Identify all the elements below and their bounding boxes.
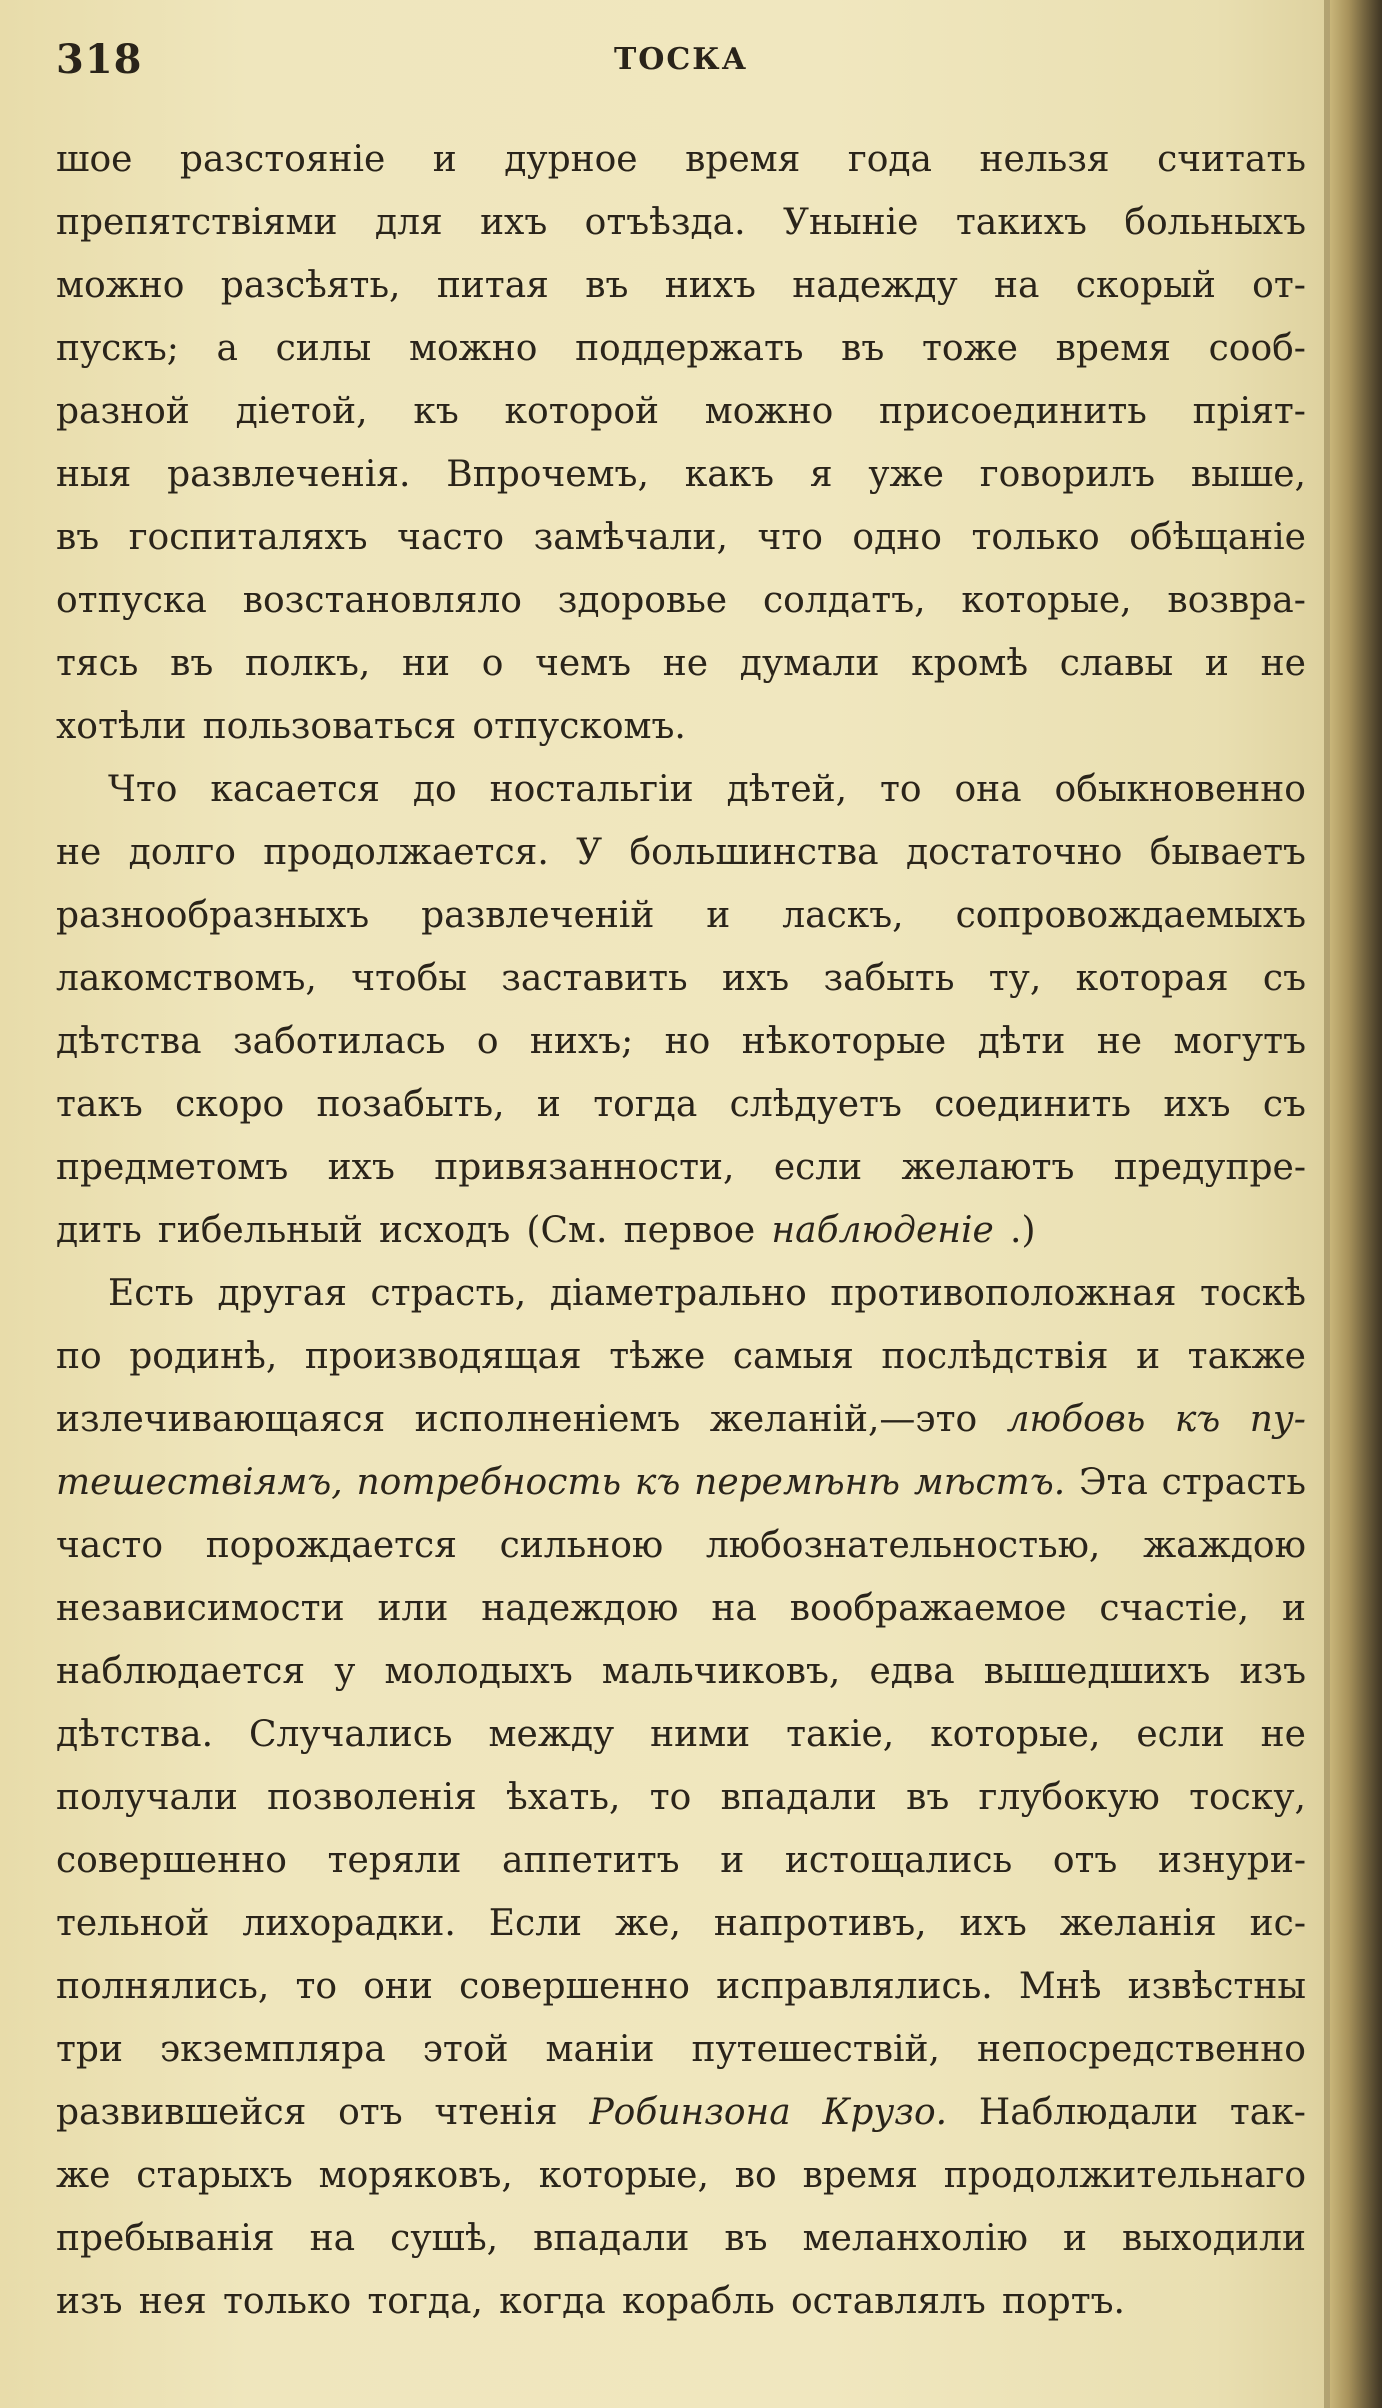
- word: пріят-: [1192, 391, 1306, 432]
- italic-word: къ: [1174, 1399, 1221, 1440]
- text-line: [56, 1703, 1306, 1766]
- word: не: [662, 643, 709, 684]
- word: совершенно: [459, 1966, 690, 2007]
- word: въ: [170, 643, 214, 684]
- word: жаждою: [1143, 1525, 1306, 1566]
- word: наблюдается: [56, 1651, 306, 1692]
- text-line: [56, 1010, 1306, 1073]
- word: то: [880, 769, 922, 810]
- word: Что: [108, 769, 178, 810]
- word: замѣчали,: [533, 517, 728, 558]
- word: тѣже: [609, 1336, 706, 1377]
- word: которой: [504, 391, 660, 432]
- text-line: [56, 506, 1306, 569]
- word: родинѣ,: [129, 1336, 278, 1377]
- word: гибельный: [157, 1210, 363, 1251]
- word: но: [664, 1021, 711, 1062]
- word: же: [56, 2155, 111, 2196]
- word: можно: [704, 391, 834, 432]
- word: въ: [585, 265, 629, 306]
- word: считать: [1157, 139, 1306, 180]
- word: разной: [56, 391, 190, 432]
- word: лакомствомъ,: [56, 958, 317, 999]
- word: къ: [413, 391, 459, 432]
- word: возстановляло: [242, 580, 522, 621]
- word: время: [685, 139, 801, 180]
- word: и: [1282, 1588, 1306, 1629]
- word: разсѣять,: [220, 265, 401, 306]
- word: ѣхать,: [506, 1777, 621, 1818]
- word: пребыванія: [56, 2218, 275, 2259]
- paragraph: [56, 758, 1306, 1262]
- word: діаметрально: [549, 1273, 807, 1314]
- word: сооб-: [1208, 328, 1306, 369]
- word: такихъ: [955, 202, 1087, 243]
- word: нихъ: [664, 265, 756, 306]
- word: обыкновенно: [1054, 769, 1306, 810]
- word: нельзя: [979, 139, 1110, 180]
- word: Есть: [108, 1273, 194, 1314]
- text-line: [56, 1136, 1306, 1199]
- word: говорилъ: [979, 454, 1156, 495]
- italic-word: Крузо.: [822, 2092, 948, 2133]
- word: полкъ,: [244, 643, 371, 684]
- text-line: [56, 380, 1306, 443]
- word: бываетъ: [1149, 832, 1306, 873]
- word: если: [773, 1147, 863, 1188]
- word: она: [954, 769, 1022, 810]
- word: Наблюдали: [978, 2092, 1199, 2133]
- word: счастіе,: [1099, 1588, 1250, 1629]
- word: отъѣзда.: [584, 202, 746, 243]
- word: которые,: [961, 580, 1132, 621]
- text-line: [56, 2081, 1306, 2144]
- word: надеждою: [481, 1588, 679, 1629]
- text-line: [56, 947, 1306, 1010]
- word: время: [802, 2155, 918, 2196]
- word: соединить: [934, 1084, 1132, 1125]
- word: тельной: [56, 1903, 210, 1944]
- word: чтобы: [351, 958, 467, 999]
- italic-word: Робинзона: [589, 2092, 791, 2133]
- word: ис-: [1249, 1903, 1306, 1944]
- word: хотѣли: [56, 706, 187, 747]
- word: заставить: [501, 958, 688, 999]
- italic-word: тешествіямъ,: [56, 1462, 343, 1503]
- word: Уныніе: [782, 202, 919, 243]
- word: выше,: [1190, 454, 1306, 495]
- word: и: [720, 1840, 745, 1881]
- word: отъ: [1052, 1840, 1118, 1881]
- word: съ: [1262, 958, 1306, 999]
- word: ихъ: [480, 202, 548, 243]
- word: на: [711, 1588, 757, 1629]
- word: сушѣ,: [390, 2218, 499, 2259]
- word: излечивающаяся: [56, 1399, 386, 1440]
- word: тясь: [56, 643, 139, 684]
- word: изъ: [56, 2281, 123, 2322]
- word: продолжается.: [263, 832, 549, 873]
- word: самыя: [732, 1336, 854, 1377]
- word: (См.: [526, 1210, 608, 1251]
- word: ныя: [56, 454, 132, 495]
- word: ихъ: [959, 1903, 1027, 1944]
- italic-word: мѣстъ.: [913, 1462, 1066, 1503]
- word: въ: [56, 517, 100, 558]
- word: они: [363, 1966, 433, 2007]
- word: чтенія: [434, 2092, 558, 2133]
- text-line: [56, 884, 1306, 947]
- word: напротивъ,: [713, 1903, 927, 1944]
- word: о: [476, 1021, 499, 1062]
- paragraph: [56, 128, 1306, 758]
- word: ихъ: [721, 958, 790, 999]
- word: не: [1260, 1714, 1306, 1755]
- text-line: [56, 2018, 1306, 2081]
- text-line: [56, 632, 1306, 695]
- word: тогда: [593, 1084, 698, 1125]
- word: которые,: [538, 2155, 709, 2196]
- word: нѣкоторые: [741, 1021, 947, 1062]
- word: производящая: [304, 1336, 582, 1377]
- word: истощались: [784, 1840, 1013, 1881]
- word: извѣстны: [1127, 1966, 1306, 2007]
- word: дить: [56, 1210, 142, 1251]
- word: я: [809, 454, 833, 495]
- word: для: [374, 202, 443, 243]
- text-line: [56, 317, 1306, 380]
- word: выходили: [1122, 2218, 1306, 2259]
- word: въ: [906, 1777, 950, 1818]
- word: которые,: [930, 1714, 1101, 1755]
- word: старыхъ: [136, 2155, 293, 2196]
- word: предметомъ: [56, 1147, 289, 1188]
- word: нихъ;: [529, 1021, 634, 1062]
- text-line: [56, 1199, 1306, 1262]
- word: тоскѣ: [1200, 1273, 1306, 1314]
- word: по: [56, 1336, 102, 1377]
- word: что: [757, 517, 823, 558]
- word: дѣтей,: [726, 769, 848, 810]
- word: мальчиковъ,: [601, 1651, 841, 1692]
- word: желаютъ: [901, 1147, 1075, 1188]
- word: обѣщаніе: [1129, 517, 1306, 558]
- word: только: [222, 2281, 352, 2322]
- word: ихъ: [327, 1147, 395, 1188]
- word: Мнѣ: [1018, 1966, 1102, 2007]
- text-line: [56, 1325, 1306, 1388]
- word: и: [432, 139, 457, 180]
- word: разстояніе: [179, 139, 386, 180]
- word: скорый: [1075, 265, 1216, 306]
- word: думали: [739, 643, 880, 684]
- italic-word: къ: [634, 1462, 681, 1503]
- italic-word: пу-: [1249, 1399, 1306, 1440]
- italic-word: потребность: [356, 1462, 622, 1503]
- word: или: [377, 1588, 449, 1629]
- word: полнялись,: [56, 1966, 270, 2007]
- word: отпуска: [56, 580, 207, 621]
- word: исполненіемъ: [414, 1399, 681, 1440]
- word: слѣдуетъ: [729, 1084, 902, 1125]
- word: надежду: [792, 265, 958, 306]
- word: же,: [615, 1903, 681, 1944]
- word: так-: [1229, 2092, 1306, 2133]
- text-line: [56, 569, 1306, 632]
- word: такъ: [56, 1084, 143, 1125]
- word: не: [1260, 643, 1306, 684]
- word: отъ: [338, 2092, 403, 2133]
- word: съ: [1262, 1084, 1306, 1125]
- word: о: [481, 643, 504, 684]
- word: тоску,: [1189, 1777, 1306, 1818]
- text-line: [56, 254, 1306, 317]
- word: моряковъ,: [318, 2155, 513, 2196]
- word: у: [334, 1651, 356, 1692]
- word: ностальгіи: [489, 769, 694, 810]
- text-line: [56, 1388, 1306, 1451]
- word: во: [734, 2155, 777, 2196]
- italic-word: перемѣнѣ: [694, 1462, 901, 1503]
- word: часто: [397, 517, 505, 558]
- word: ними: [650, 1714, 751, 1755]
- word: три: [56, 2029, 123, 2070]
- word: скоро: [175, 1084, 285, 1125]
- word: могутъ: [1173, 1021, 1306, 1062]
- word: ни: [402, 643, 451, 684]
- text-line: [56, 443, 1306, 506]
- word: дѣти: [977, 1021, 1066, 1062]
- text-line: [56, 1451, 1306, 1514]
- word: послѣдствія: [881, 1336, 1109, 1377]
- word: впадали: [720, 1777, 877, 1818]
- word: Случались: [249, 1714, 453, 1755]
- word: до: [412, 769, 457, 810]
- word: изнури-: [1157, 1840, 1306, 1881]
- word: въ: [841, 328, 885, 369]
- word: теряли: [327, 1840, 462, 1881]
- word: продолжительнаго: [943, 2155, 1306, 2196]
- word: и: [536, 1084, 561, 1125]
- word: такіе,: [786, 1714, 895, 1755]
- body-text: [56, 128, 1306, 2333]
- word: славы: [1059, 643, 1174, 684]
- text-line: [56, 1514, 1306, 1577]
- text-line: [56, 758, 1306, 821]
- word: едва: [869, 1651, 955, 1692]
- word: исправлялись.: [716, 1966, 993, 2007]
- word: и: [1062, 2218, 1087, 2259]
- word: разнообразныхъ: [56, 895, 370, 936]
- word: и: [1204, 643, 1229, 684]
- word: воображаемое: [789, 1588, 1067, 1629]
- word: молодыхъ: [384, 1651, 573, 1692]
- word: часто: [56, 1525, 164, 1566]
- word: предупре-: [1113, 1147, 1306, 1188]
- word: от-: [1252, 265, 1306, 306]
- word: исходъ: [379, 1210, 511, 1251]
- text-line: [56, 1829, 1306, 1892]
- text-line: [56, 1766, 1306, 1829]
- word: независимости: [56, 1588, 345, 1629]
- paragraph: [56, 1262, 1306, 2333]
- italic-word: наблюденіе: [771, 1210, 994, 1251]
- word: корабль: [621, 2281, 775, 2322]
- word: получали: [56, 1777, 238, 1818]
- word: тоже: [921, 328, 1018, 369]
- word: маніи: [545, 2029, 655, 2070]
- word: меланхолію: [802, 2218, 1028, 2259]
- book-spine: [1330, 0, 1382, 2408]
- word: впадали: [533, 2218, 690, 2259]
- word: изъ: [1239, 1651, 1306, 1692]
- italic-word: любовь: [1006, 1399, 1146, 1440]
- word: долго: [128, 832, 236, 873]
- word: діетой,: [235, 391, 368, 432]
- word: только: [971, 517, 1100, 558]
- word: пользоваться: [202, 706, 457, 747]
- word: другая: [217, 1273, 347, 1314]
- word: присоединить: [879, 391, 1147, 432]
- word: порождается: [205, 1525, 457, 1566]
- word: .): [1010, 1210, 1036, 1251]
- word: достаточно: [905, 832, 1123, 873]
- text-line: [56, 2270, 1306, 2333]
- word: солдатъ,: [762, 580, 926, 621]
- text-line: [56, 1640, 1306, 1703]
- word: на: [993, 265, 1040, 306]
- word: здоровье: [557, 580, 728, 621]
- word: шое: [56, 139, 133, 180]
- word: пускъ;: [56, 328, 179, 369]
- word: возвра-: [1167, 580, 1306, 621]
- word: дѣтства.: [56, 1714, 214, 1755]
- word: можно: [408, 328, 538, 369]
- word: забыть: [823, 958, 955, 999]
- word: развлеченій: [421, 895, 655, 936]
- word: уже: [868, 454, 944, 495]
- text-line: [56, 1262, 1306, 1325]
- word: года: [847, 139, 933, 180]
- text-line: [56, 2144, 1306, 2207]
- word: и: [706, 895, 731, 936]
- word: привязанности,: [434, 1147, 735, 1188]
- word: противоположная: [830, 1273, 1177, 1314]
- text-line: [56, 1073, 1306, 1136]
- text-line: [56, 1955, 1306, 2018]
- word: любознательностью,: [705, 1525, 1101, 1566]
- word: время: [1055, 328, 1171, 369]
- word: ласкъ,: [782, 895, 904, 936]
- word: касается: [210, 769, 380, 810]
- word: глубокую: [978, 1777, 1160, 1818]
- word: поддержать: [575, 328, 804, 369]
- word: больныхъ: [1124, 202, 1306, 243]
- word: непосредственно: [977, 2029, 1306, 2070]
- word: ихъ: [1163, 1084, 1231, 1125]
- word: желаній,—это: [709, 1399, 978, 1440]
- word: то: [649, 1777, 692, 1818]
- text-line: [56, 1892, 1306, 1955]
- text-line: [56, 191, 1306, 254]
- word: то: [295, 1966, 338, 2007]
- word: дѣтства: [56, 1021, 202, 1062]
- word: силы: [275, 328, 372, 369]
- word: У: [576, 832, 603, 873]
- word: дурное: [504, 139, 638, 180]
- word: ту,: [988, 958, 1042, 999]
- word: первое: [623, 1210, 756, 1251]
- word: путешествій,: [691, 2029, 940, 2070]
- word: если: [1136, 1714, 1225, 1755]
- word: на: [309, 2218, 356, 2259]
- word: желанія: [1059, 1903, 1217, 1944]
- word: нея: [138, 2281, 207, 2322]
- word: между: [488, 1714, 615, 1755]
- word: аппетитъ: [502, 1840, 680, 1881]
- word: отпускомъ.: [472, 706, 686, 747]
- word: въ: [724, 2218, 768, 2259]
- text-line: [56, 128, 1306, 191]
- word: совершенно: [56, 1840, 287, 1881]
- word: Если: [488, 1903, 583, 1944]
- word: большинства: [629, 832, 879, 873]
- word: этой: [422, 2029, 509, 2070]
- word: экземпляра: [160, 2029, 386, 2070]
- running-title: ТОСКА: [613, 42, 749, 77]
- word: тогда,: [367, 2281, 483, 2322]
- word: Эта: [1078, 1462, 1148, 1503]
- word: можно: [56, 265, 185, 306]
- word: какъ: [684, 454, 775, 495]
- word: и: [1136, 1336, 1161, 1377]
- word: портъ.: [1001, 2281, 1125, 2322]
- text-line: [56, 1577, 1306, 1640]
- word: заботилась: [233, 1021, 446, 1062]
- word: когда: [499, 2281, 606, 2322]
- word: а: [216, 328, 238, 369]
- word: Впрочемъ,: [446, 454, 649, 495]
- text-line: [56, 695, 1306, 758]
- word: не: [56, 832, 102, 873]
- word: позабыть,: [316, 1084, 505, 1125]
- word: страсть,: [370, 1273, 527, 1314]
- word: лихорадки.: [242, 1903, 456, 1944]
- word: одно: [852, 517, 942, 558]
- page-header: [56, 36, 1306, 88]
- word: препятствіями: [56, 202, 338, 243]
- word: сильною: [499, 1525, 664, 1566]
- word: страсть: [1161, 1462, 1306, 1503]
- word: питая: [436, 265, 549, 306]
- word: также: [1187, 1336, 1306, 1377]
- word: вышедшихъ: [983, 1651, 1211, 1692]
- page-number: 318: [56, 36, 143, 83]
- word: чемъ: [535, 643, 632, 684]
- word: оставлялъ: [790, 2281, 986, 2322]
- word: не: [1096, 1021, 1143, 1062]
- text-line: [56, 821, 1306, 884]
- text-line: [56, 2207, 1306, 2270]
- word: кромѣ: [911, 643, 1029, 684]
- word: которая: [1075, 958, 1229, 999]
- word: позволенія: [267, 1777, 477, 1818]
- word: госпиталяхъ: [128, 517, 368, 558]
- word: развившейся: [56, 2092, 307, 2133]
- word: развлеченія.: [167, 454, 411, 495]
- word: сопровождаемыхъ: [955, 895, 1306, 936]
